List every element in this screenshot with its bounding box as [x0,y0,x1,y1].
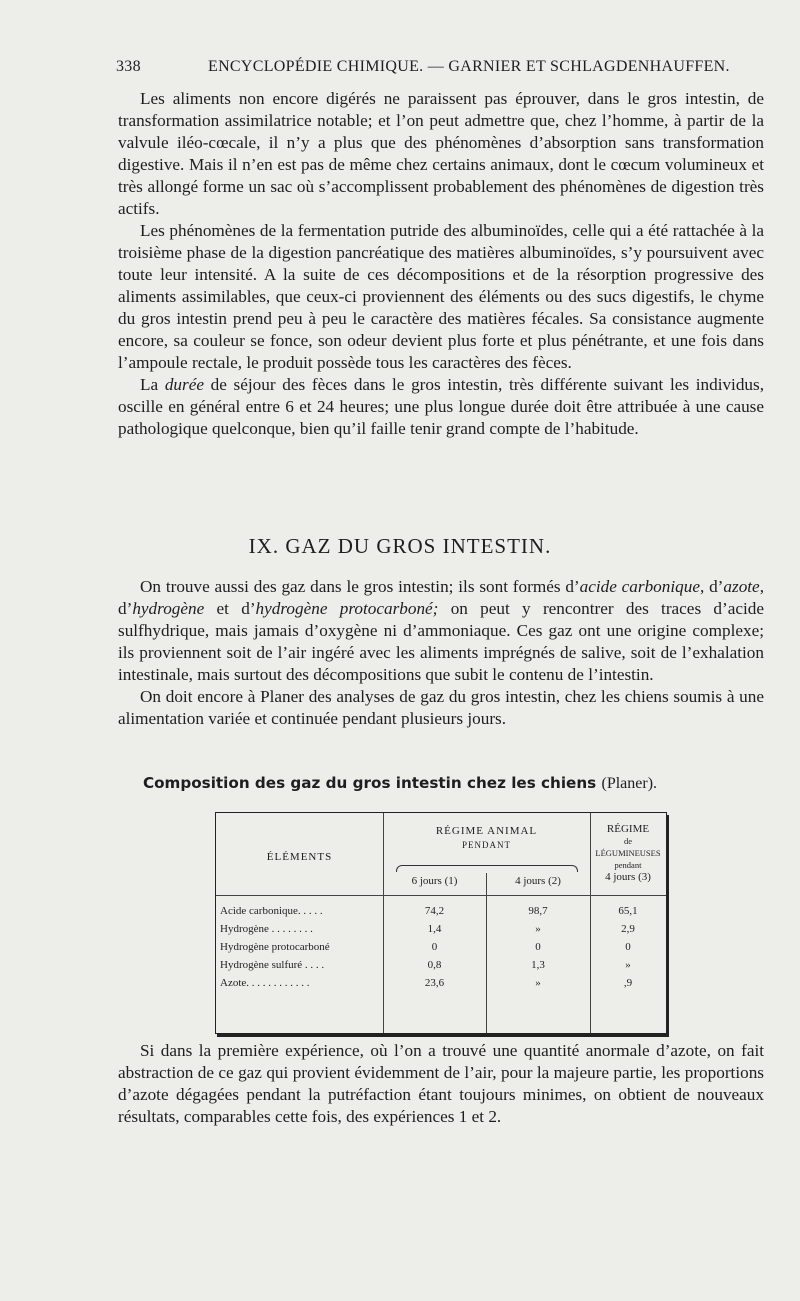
row-label: Hydrogène . . . . . . . . [220,923,313,935]
header-veg-days: 4 jours (3) [605,871,651,883]
cell-value: 23,6 [424,977,445,989]
cell-value: 0 [625,941,631,953]
paragraph: Les aliments non encore digérés ne paraissent pas éprouver, dans le gros intestin, de transformation assimilatrice notable; et l’on peut admettre que, chez l’homme, à partir de la valvule iléo-cœcale, il n’y a plus que des phénomènes d’absorption sans transformation digestive. Mais il n’en est pas de même chez certains animaux, dont le cœcum volumineux et très allongé forme un sac où s’accomplissent probablement des phénomènes de digestion très actifs. [118,89,764,218]
cell-value: » [535,923,541,935]
table-header [216,813,666,896]
header-brace [396,865,578,872]
header-animal-diet [383,825,590,850]
cell-value: 0,8 [427,959,442,971]
cell-value: 0 [431,941,438,953]
digestion-text-block [118,88,764,440]
header-veg-de: de [623,836,633,846]
paragraph: Si dans la première expérience, où l’on a trouvé une quantité anormale d’azote, on fait abstraction de ce gaz qui provient évidemment de l’air, pour la majeure partie, les proportions d’azote dégagées pendant la putréfaction étant toujours minimes, on obtient de nouveaux résultats, comparables cette fois, des expériences 1 et 2. [118,1041,764,1126]
cell-value: 74,2 [424,905,445,917]
italic-term: acide carbonique [579,577,700,596]
cell-value: 1,3 [531,959,545,971]
table-row [216,959,666,977]
row-label: Hydrogène sulfuré . . . . [220,959,325,971]
paragraph-gases [118,576,764,686]
table-row [216,905,666,923]
italic-term: hydrogène protocarboné; [255,599,439,618]
table-body [216,905,666,995]
italic-term: durée [164,375,204,394]
header-veg-pendant: pendant [614,860,642,870]
header-vegetable-diet [590,823,666,883]
table-caption [0,774,800,793]
header-animal-title: RÉGIME ANIMAL [435,825,538,837]
cell-value: » [535,977,541,989]
caption-source: (Planer). [601,775,658,792]
paragraph: On doit encore à Planer des analyses de gaz du gros intestin, chez les chiens soumis à une alimentation variée et continuée pendant plusieurs jours. [118,687,764,728]
running-title: ENCYCLOPÉDIE CHIMIQUE. — GARNIER ET SCHLAGDENHAUFFEN. [208,58,730,75]
text-run: , d’ [118,577,764,618]
text-run: et d’ [204,599,256,618]
text-run: de séjour des fèces dans le gros intestin, très différente suivant les individus, oscille en général entre 6 et 24 heures; une plus longue durée doit être attribuée à une cause pathologique quelconque, bien qu’il faille tenir grand compte de l’habitude. [118,375,765,438]
page-number: 338 [116,58,141,75]
paragraph: Les phénomènes de la fermentation putride des albuminoïdes, celle qui a été rattachée à la troisième phase de la digestion pancréatique des matières albuminoïdes, s’y poursuivent avec toute leur intensité. A la suite de ces décompositions et de la résorption progressive des aliments assimilables, que ceux-ci proviennent des éléments ou des sucs digestifs, le chyme du gros intestin prend peu à peu le caractère des matières fécales. Sa consistance augmente encore, sa couleur se fonce, son odeur devient plus forte et plus pénétrante, et une fois dans l’ampoule rectale, le produit possède tous les caractères des fèces. [118,221,764,372]
header-animal-sub: PENDANT [462,840,511,850]
cell-value: 98,7 [528,905,548,917]
table-row [216,977,666,995]
gas-text-block [118,576,764,730]
cell-value: 1,4 [427,923,442,935]
text-run: On trouve aussi des gaz dans le gros intestin; ils sont formés d’ [140,577,580,596]
header-6-days: 6 jours (1) [411,875,458,887]
header-elements: ÉLÉMENTS [266,851,333,863]
text-run: La [140,375,159,394]
row-label: Acide carbonique. . . . . [220,905,323,917]
header-veg-title: RÉGIME [606,823,650,835]
cell-value: » [625,959,631,971]
cell-value: 0 [535,941,541,953]
section-title: IX. GAZ DU GROS INTESTIN. [248,534,552,558]
cell-value: 2,9 [621,923,635,935]
conclusion-text-block [118,1040,764,1128]
text-run: on peut y rencontrer des traces d’acide sulfhydrique, mais jamais d’oxygène ni d’ammoniaque. Ces gaz ont une origine complexe; ils proviennent soit de l’air ingéré avec les aliments imprégnés de salive, soit de l’exhalation intestinale, mais surtout des décompositions que subit le contenu de l’intestin. [118,599,764,684]
running-header [116,58,730,82]
cell-value: 65,1 [618,905,638,917]
row-label: Hydrogène protocarboné [220,941,330,953]
cell-value: ,9 [623,977,633,989]
table-row [216,923,666,941]
paragraph-duree [118,374,764,440]
italic-term: azote [723,577,760,596]
italic-term: hydrogène [132,599,205,618]
gas-composition-table [215,812,667,1034]
text-run: , d’ [699,577,724,596]
header-veg-type: LÉGUMINEUSES [595,848,661,858]
caption-text: Composition des gaz du gros intestin chez les chiens [142,774,597,792]
row-label: Azote. . . . . . . . . . . . [220,977,310,989]
header-4-days: 4 jours (2) [515,875,561,887]
table-row [216,941,666,959]
